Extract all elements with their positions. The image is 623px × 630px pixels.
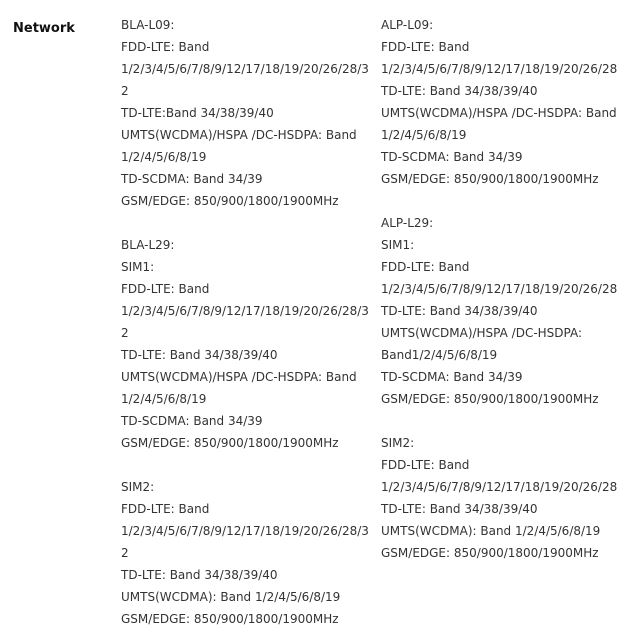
spec-line: FDD-LTE: Band: [381, 40, 470, 54]
spec-line: BLA-L09:: [121, 18, 175, 32]
spec-line: 1/2/3/4/5/6/7/8/9/12/17/18/19/20/26/28/3: [121, 524, 369, 538]
spec-line: GSM/EDGE: 850/900/1800/1900MHz: [121, 194, 339, 208]
spec-line: UMTS(WCDMA)/HSPA /DC-HSDPA: Band: [121, 128, 357, 142]
spec-line: SIM2:: [381, 436, 415, 450]
spec-line: 1/2/4/5/6/8/19: [121, 392, 207, 406]
spec-line: 1/2/4/5/6/8/19: [121, 150, 207, 164]
spec-line: 1/2/3/4/5/6/7/8/9/12/17/18/19/20/26/28: [381, 480, 618, 494]
spec-line: TD-SCDMA: Band 34/39: [121, 414, 263, 428]
spec-line: SIM1:: [381, 238, 415, 252]
spec-line: 2: [121, 326, 129, 340]
spec-line: 1/2/3/4/5/6/7/8/9/12/17/18/19/20/26/28/3: [121, 304, 369, 318]
spec-line: 1/2/3/4/5/6/7/8/9/12/17/18/19/20/26/28: [381, 282, 618, 296]
spec-line: FDD-LTE: Band: [381, 458, 470, 472]
spec-line: GSM/EDGE: 850/900/1800/1900MHz: [381, 392, 599, 406]
spec-line: UMTS(WCDMA)/HSPA /DC-HSDPA: Band: [381, 106, 617, 120]
spec-line: 1/2/3/4/5/6/7/8/9/12/17/18/19/20/26/28: [381, 62, 618, 76]
spec-line: TD-LTE: Band 34/38/39/40: [121, 568, 278, 582]
right-spec-group: [381, 14, 621, 190]
spec-line: UMTS(WCDMA)/HSPA /DC-HSDPA:: [381, 326, 583, 340]
spec-line: ALP-L09:: [381, 18, 434, 32]
spec-line: GSM/EDGE: 850/900/1800/1900MHz: [381, 546, 599, 560]
spec-line: GSM/EDGE: 850/900/1800/1900MHz: [121, 612, 339, 626]
spec-line: SIM2:: [121, 480, 155, 494]
spec-line: TD-SCDMA: Band 34/39: [121, 172, 263, 186]
spec-line: TD-LTE: Band 34/38/39/40: [381, 502, 538, 516]
left-spec-group: [121, 234, 369, 454]
spec-line: FDD-LTE: Band: [381, 260, 470, 274]
spec-line: TD-LTE: Band 34/38/39/40: [381, 84, 538, 98]
spec-line: FDD-LTE: Band: [121, 282, 210, 296]
spec-line: GSM/EDGE: 850/900/1800/1900MHz: [381, 172, 599, 186]
spec-line: UMTS(WCDMA): Band 1/2/4/5/6/8/19: [121, 590, 341, 604]
right-spec-group: [381, 212, 621, 410]
spec-line: 1/2/4/5/6/8/19: [381, 128, 467, 142]
left-spec-column: [121, 14, 369, 630]
spec-line: TD-LTE: Band 34/38/39/40: [121, 348, 278, 362]
spec-line: FDD-LTE: Band: [121, 40, 210, 54]
spec-line: 1/2/3/4/5/6/7/8/9/12/17/18/19/20/26/28/3: [121, 62, 369, 76]
spec-line: FDD-LTE: Band: [121, 502, 210, 516]
spec-line: SIM1:: [121, 260, 155, 274]
spec-line: 2: [121, 84, 129, 98]
spec-line: TD-SCDMA: Band 34/39: [381, 370, 523, 384]
spec-line: ALP-L29:: [381, 216, 434, 230]
spec-line: 2: [121, 546, 129, 560]
spec-line: UMTS(WCDMA)/HSPA /DC-HSDPA: Band: [121, 370, 357, 384]
spec-line: TD-LTE: Band 34/38/39/40: [381, 304, 538, 318]
left-spec-group: [121, 476, 369, 630]
spec-line: BLA-L29:: [121, 238, 175, 252]
right-spec-group: [381, 432, 621, 564]
left-spec-group: [121, 14, 369, 212]
spec-line: UMTS(WCDMA): Band 1/2/4/5/6/8/19: [381, 524, 601, 538]
spec-line: TD-SCDMA: Band 34/39: [381, 150, 523, 164]
spec-line: GSM/EDGE: 850/900/1800/1900MHz: [121, 436, 339, 450]
spec-line: Band1/2/4/5/6/8/19: [381, 348, 498, 362]
section-label: Network: [13, 21, 75, 36]
spec-line: TD-LTE:Band 34/38/39/40: [121, 106, 274, 120]
right-spec-column: [381, 14, 621, 564]
